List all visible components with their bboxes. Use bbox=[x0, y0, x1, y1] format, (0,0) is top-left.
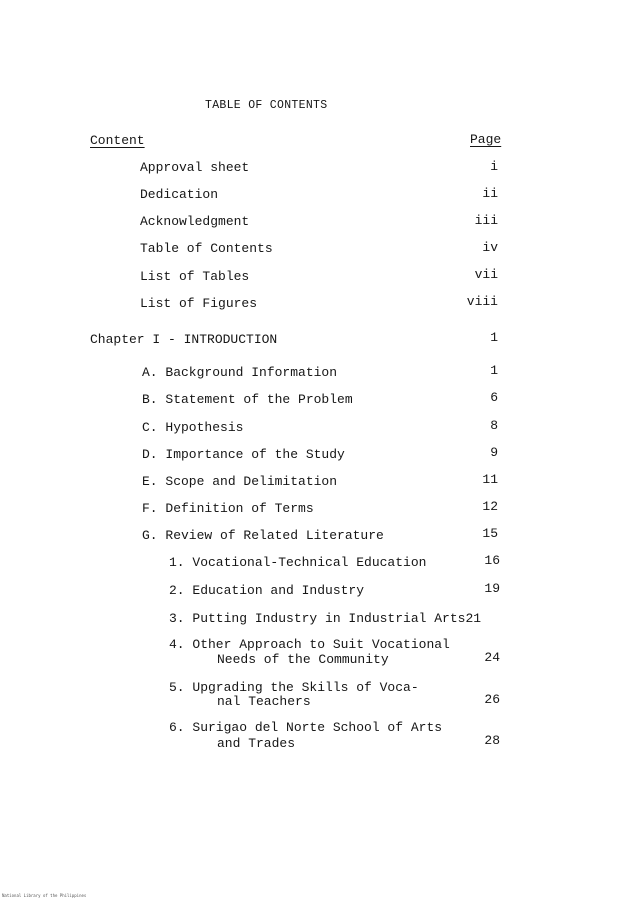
toc-entry-label: Table of Contents bbox=[140, 241, 273, 256]
toc-entry-page: i bbox=[490, 159, 498, 174]
toc-entry-label: List of Tables bbox=[140, 269, 250, 284]
toc-section-page: 1 bbox=[490, 363, 498, 378]
toc-subsection-label: 6. Surigao del Norte School of Arts bbox=[169, 720, 443, 735]
content-column-heading: Content bbox=[90, 133, 145, 148]
toc-subsection-page: 28 bbox=[484, 733, 500, 748]
toc-entry-label: Dedication bbox=[140, 187, 219, 202]
toc-entry-label: Approval sheet bbox=[140, 160, 250, 175]
toc-subsection-page: 24 bbox=[484, 650, 500, 665]
toc-entry-page: viii bbox=[466, 294, 498, 309]
toc-subsection-page: 19 bbox=[484, 581, 500, 596]
scan-footer-text: National Library of the Philippines bbox=[2, 893, 87, 898]
toc-section-label: A. Background Information bbox=[142, 365, 338, 380]
toc-subsection-label: 4. Other Approach to Suit Vocational bbox=[169, 637, 450, 652]
toc-entry-page: iv bbox=[482, 240, 498, 255]
toc-subsection-label: 5. Upgrading the Skills of Voca- bbox=[169, 680, 419, 695]
toc-section-label: D. Importance of the Study bbox=[142, 447, 345, 462]
toc-subsection-label: 3. Putting Industry in Industrial Arts21 bbox=[169, 611, 482, 626]
chapter-page: 1 bbox=[490, 330, 498, 345]
toc-section-page: 11 bbox=[482, 472, 498, 487]
toc-subsection-label-continued: and Trades bbox=[217, 736, 296, 751]
toc-subsection-page: 16 bbox=[484, 553, 500, 568]
toc-section-label: C. Hypothesis bbox=[142, 420, 244, 435]
toc-section-page: 8 bbox=[490, 418, 498, 433]
toc-section-label: E. Scope and Delimitation bbox=[142, 474, 338, 489]
toc-subsection-label: 1. Vocational-Technical Education bbox=[169, 555, 427, 570]
chapter-heading: Chapter I - INTRODUCTION bbox=[90, 332, 278, 347]
toc-section-label: G. Review of Related Literature bbox=[142, 528, 384, 543]
toc-entry-page: ii bbox=[482, 186, 498, 201]
toc-section-page: 15 bbox=[482, 526, 498, 541]
toc-subsection-label: 2. Education and Industry bbox=[169, 583, 365, 598]
toc-subsection-label-continued: nal Teachers bbox=[217, 694, 311, 709]
toc-entry-label: List of Figures bbox=[140, 296, 258, 311]
toc-entry-label: Acknowledgment bbox=[140, 214, 250, 229]
page-title: TABLE OF CONTENTS bbox=[205, 99, 328, 112]
toc-section-page: 9 bbox=[490, 445, 498, 460]
toc-section-label: F. Definition of Terms bbox=[142, 501, 314, 516]
toc-entry-page: iii bbox=[474, 213, 498, 228]
page-column-heading: Page bbox=[470, 132, 502, 147]
toc-subsection-page: 26 bbox=[484, 692, 500, 707]
toc-section-label: B. Statement of the Problem bbox=[142, 392, 353, 407]
toc-entry-page: vii bbox=[474, 267, 498, 282]
toc-section-page: 6 bbox=[490, 390, 498, 405]
toc-subsection-label-continued: Needs of the Community bbox=[217, 652, 389, 667]
toc-section-page: 12 bbox=[482, 499, 498, 514]
